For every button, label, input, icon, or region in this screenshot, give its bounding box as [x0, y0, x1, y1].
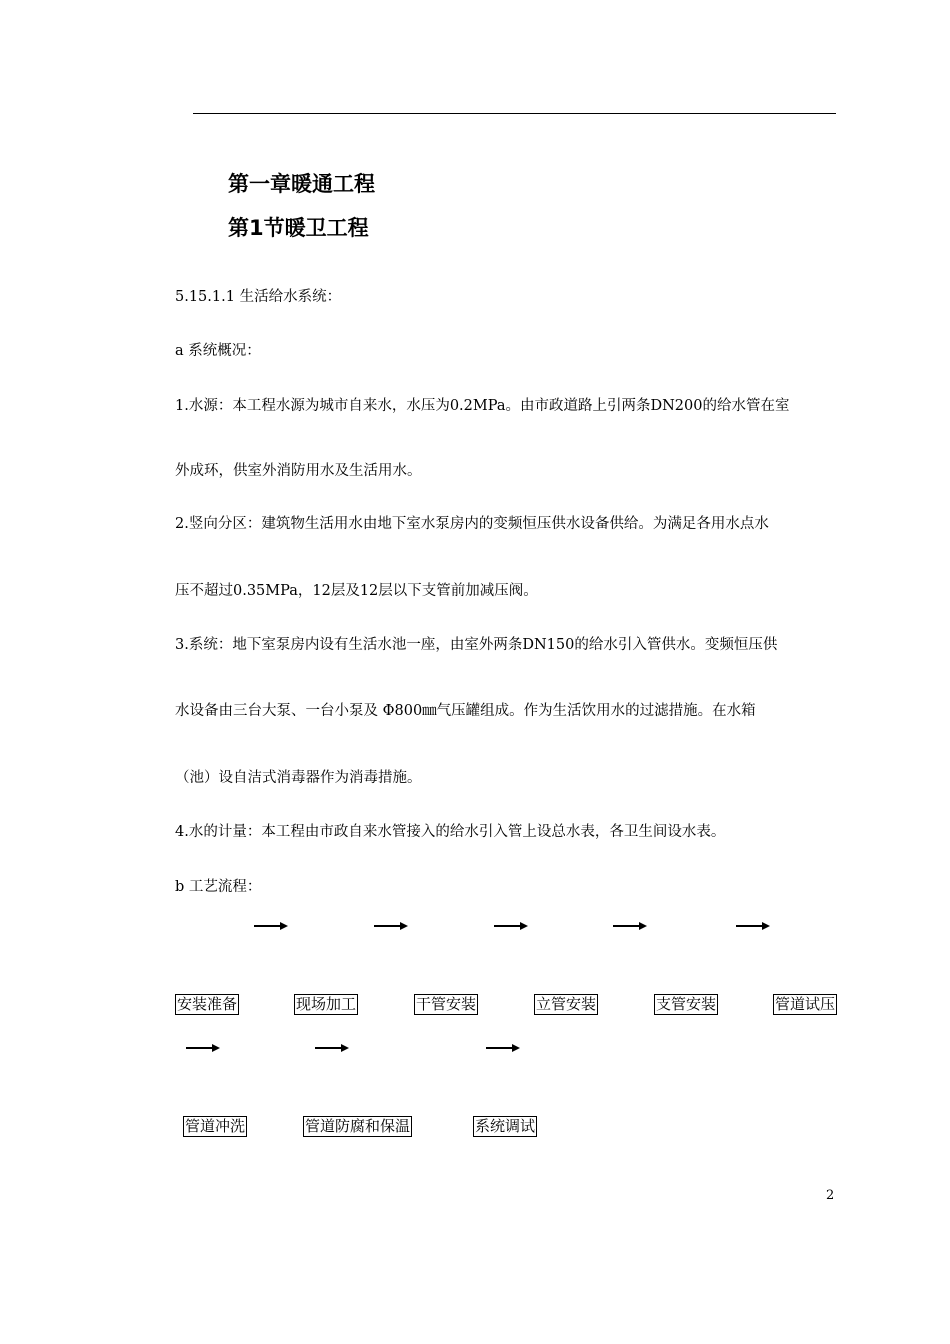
- paragraph-zoning-2: 压不超过0.35MPa，12层及12层以下支管前加减压阀。: [175, 583, 538, 599]
- arrow-right-icon: [254, 921, 288, 931]
- flow-step-box: 干管安装: [416, 995, 477, 1013]
- flow-step-box: 立管安装: [536, 995, 597, 1013]
- flow-step-box: 系统调试: [475, 1117, 536, 1135]
- header-rule: [193, 113, 836, 114]
- paragraph-overview: a 系统概况：: [175, 343, 261, 359]
- flow-step-box: 现场加工: [296, 995, 357, 1013]
- paragraph-system-3: （池）设自洁式消毒器作为消毒措施。: [175, 770, 422, 786]
- chapter-heading: 第一章暖通工程: [228, 172, 375, 196]
- paragraph-system-2: 水设备由三台大泵、一台小泵及 Φ800㎜气压罐组成。作为生活饮用水的过滤措施。在水箱: [175, 703, 756, 719]
- arrow-right-icon: [374, 921, 408, 931]
- flow-step-box: 安装准备: [177, 995, 238, 1013]
- paragraph-system-1: 3.系统：地下室泵房内设有生活水池一座，由室外两条DN150的给水引入管供水。变频恒压供: [175, 637, 778, 653]
- flow-step-box: 支管安装: [656, 995, 717, 1013]
- paragraph-zoning-1: 2.竖向分区：建筑物生活用水由地下室水泵房内的变频恒压供水设备供给。为满足各用水点水: [175, 516, 769, 532]
- flow-step-box: 管道防腐和保温: [305, 1117, 411, 1135]
- arrow-right-icon: [186, 1043, 220, 1053]
- paragraph-water-source-2: 外成环，供室外消防用水及生活用水。: [175, 463, 422, 479]
- paragraph-subsection: 5.15.1.1 生活给水系统：: [175, 289, 342, 305]
- arrow-right-icon: [494, 921, 528, 931]
- paragraph-metering: 4.水的计量：本工程由市政自来水管接入的给水引入管上设总水表，各卫生间设水表。: [175, 824, 726, 840]
- page-number: 2: [826, 1188, 835, 1203]
- flow-step-box: 管道试压: [775, 995, 836, 1013]
- arrow-right-icon: [613, 921, 647, 931]
- paragraph-process-flow: b 工艺流程：: [175, 879, 262, 895]
- arrow-right-icon: [736, 921, 770, 931]
- section-heading: 第1节暖卫工程: [228, 216, 369, 240]
- flow-step-box: 管道冲洗: [185, 1117, 246, 1135]
- arrow-right-icon: [315, 1043, 349, 1053]
- arrow-right-icon: [486, 1043, 520, 1053]
- paragraph-water-source-1: 1.水源：本工程水源为城市自来水，水压为0.2MPa。由市政道路上引两条DN200的给水管在室: [175, 398, 790, 414]
